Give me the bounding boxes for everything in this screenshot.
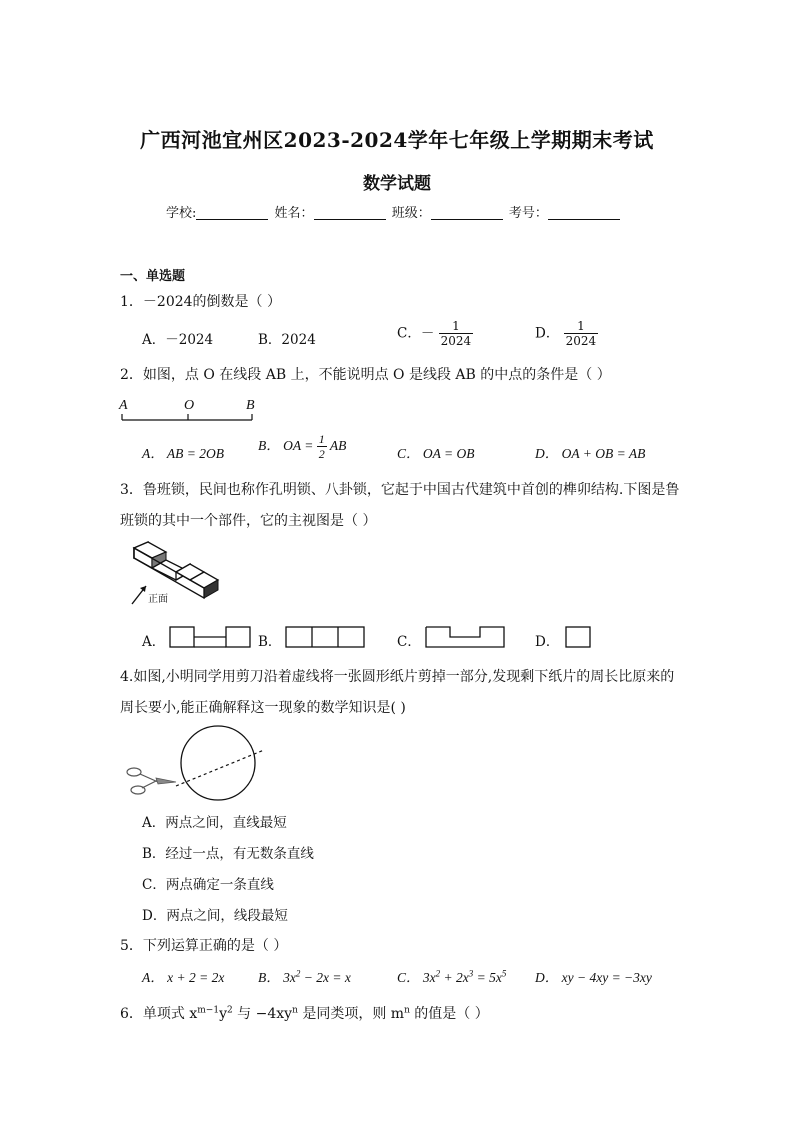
q6-sup1: m−1	[197, 1005, 220, 1016]
q6-part5: 的值是（ ）	[409, 1006, 489, 1022]
q1-option-d	[535, 319, 598, 349]
q3-option-a-shape	[168, 625, 254, 649]
q5-option-b	[258, 966, 351, 986]
page-subtitle: 数学试题	[363, 174, 431, 194]
q3-option-d-label: D．	[535, 634, 560, 650]
q4-stem-line1: 4.如图,小明同学用剪刀沿着虚线将一张圆形纸片剪掉一部分,发现剩下纸片的周长比原来的	[120, 669, 675, 685]
q1-stem: 1．－2024的倒数是（ ）	[120, 294, 281, 310]
q6-sup3: n	[292, 1005, 298, 1016]
q2-option-c: C． OA = OB	[397, 446, 475, 461]
q5-b-sup: 2	[295, 968, 301, 979]
q5-option-c	[397, 966, 506, 986]
q2-figure-label-a: A	[119, 398, 128, 413]
number-blank[interactable]	[548, 205, 620, 220]
q5-c-sup1: 2	[435, 968, 441, 979]
q3-luban-lock-figure	[126, 538, 226, 608]
q1-d-denominator: 2024	[565, 334, 597, 349]
q5-c-prefix: C． 3x	[397, 970, 436, 985]
q5-b-suffix: − 2x = x	[300, 970, 351, 985]
q2-stem: 2．如图，点 O 在线段 AB 上，不能说明点 O 是线段 AB 的中点的条件是（ ）	[120, 367, 611, 383]
q4-option-d: D．两点之间，线段最短	[142, 908, 288, 924]
q6-part4: 是同类项，则 m	[297, 1006, 405, 1022]
q2-option-b-fraction	[317, 432, 327, 462]
q1-option-d-prefix: D．	[535, 325, 560, 342]
q2-option-b-suffix: AB	[329, 437, 347, 453]
number-label: 考号：	[508, 206, 548, 221]
q1-c-denominator: 2024	[440, 334, 472, 349]
q1-option-d-fraction	[564, 319, 599, 349]
q6-part3: 与 −4xy	[232, 1006, 293, 1022]
q1-option-c-fraction	[439, 319, 474, 349]
q3-option-c-shape	[424, 625, 510, 649]
q6-sup2: 2	[227, 1005, 233, 1016]
q3-option-c-label: C．	[397, 634, 421, 650]
q6-part1: 6．单项式 x	[120, 1006, 198, 1022]
q6-stem	[120, 1003, 489, 1023]
q4-option-b: B．经过一点，有无数条直线	[142, 846, 314, 862]
q4-option-a: A．两点之间，直线最短	[142, 815, 287, 831]
school-label: 学校:	[166, 206, 197, 221]
student-info-row	[166, 202, 622, 221]
q6-sup4: n	[404, 1005, 410, 1016]
q4-circle-scissors-figure	[124, 722, 269, 804]
q3-option-b-label: B．	[258, 634, 282, 650]
q3-front-label: 正面	[148, 594, 168, 605]
q5-c-mid: + 2x	[440, 970, 469, 985]
class-label: 班级：	[391, 206, 431, 221]
q2-option-a: A． AB = 2OB	[142, 446, 224, 461]
q2-option-d: D． OA + OB = AB	[535, 446, 646, 461]
q5-c-mid2: = 5x	[473, 970, 502, 985]
class-blank[interactable]	[431, 205, 503, 220]
q5-b-prefix: B． 3x	[258, 970, 296, 985]
q3-option-b-shape	[284, 625, 368, 649]
name-label: 姓名：	[274, 206, 314, 221]
page-title: 广西河池宜州区2023-2024学年七年级上学期期末考试	[140, 128, 654, 152]
q5-option-a: A． x + 2 = 2x	[142, 970, 225, 985]
name-blank[interactable]	[314, 205, 386, 220]
q1-option-c-prefix: C．－	[397, 325, 435, 342]
q1-option-a: A．－2024	[142, 332, 214, 348]
q6-part2: y	[219, 1006, 227, 1022]
q1-option-c	[397, 319, 473, 349]
q2-segment-figure	[118, 410, 258, 426]
q4-stem-line2: 周长要小,能正确解释这一现象的数学知识是( )	[120, 700, 406, 716]
q2-figure-label-b: B	[246, 398, 255, 413]
school-blank[interactable]	[196, 205, 268, 220]
q1-c-numerator: 1	[439, 319, 474, 334]
section-heading: 一、单选题	[120, 269, 186, 284]
q3-option-a-label: A．	[142, 634, 166, 650]
q2-b-denominator: 2	[318, 447, 325, 462]
q3-stem-line2: 班锁的其中一个部件，它的主视图是（ ）	[120, 513, 377, 529]
q2-b-numerator: 1	[318, 432, 325, 446]
q5-c-sup3: 5	[501, 968, 507, 979]
q5-c-sup2: 3	[468, 968, 474, 979]
q4-option-c: C．两点确定一条直线	[142, 877, 274, 893]
q2-option-b-prefix: B． OA =	[258, 437, 314, 453]
q3-option-d-shape	[564, 625, 594, 649]
q5-option-d: D． xy − 4xy = −3xy	[535, 970, 652, 985]
q1-d-numerator: 1	[564, 319, 599, 334]
q2-figure-label-o: O	[184, 398, 195, 413]
q2-option-b	[258, 432, 346, 462]
q3-stem-line1: 3．鲁班锁，民间也称作孔明锁、八卦锁，它起于中国古代建筑中首创的榫卯结构.下图是鲁	[120, 482, 680, 498]
q1-option-b: B．2024	[258, 332, 316, 348]
q5-stem: 5．下列运算正确的是（ ）	[120, 938, 288, 954]
